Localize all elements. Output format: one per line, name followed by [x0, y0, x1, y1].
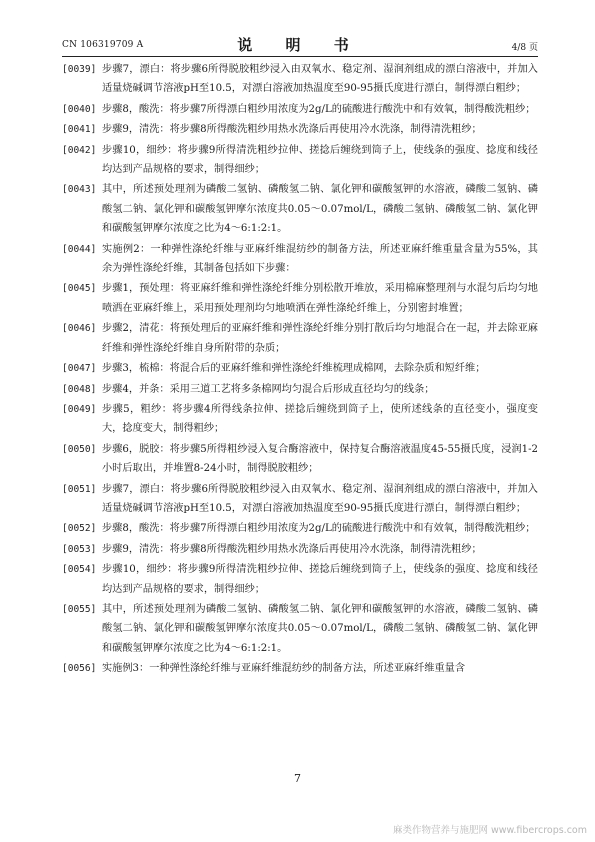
- paragraph-text: 步骤9，清洗：将步骤8所得酸洗粗纱用热水洗涤后再使用冷水洗涤，制得清洗粗纱；: [102, 543, 482, 555]
- watermark: 麻类作物营养与施肥网 www.fibercrops.com: [392, 825, 587, 836]
- paragraph: [62, 380, 538, 399]
- paragraph-text: 步骤2，清花：将预处理后的亚麻纤维和弹性涤纶纤维分别打散后均匀地混合在一起，并去除亚麻纤维和弹性涤纶纤维自身所附带的杂质；: [102, 323, 538, 354]
- paragraph-text: 步骤8，酸洗：将步骤7所得漂白粗纱用浓度为2g/L的硫酸进行酸洗中和有效氧，制得酸洗粗纱；: [102, 103, 536, 115]
- header-rule: [62, 56, 538, 57]
- publication-number: CN 106319709 A: [62, 40, 144, 50]
- paragraph: [62, 600, 538, 658]
- page-number: 7: [294, 772, 301, 785]
- paragraph-number: [0049]: [62, 403, 97, 415]
- paragraph: [62, 560, 538, 599]
- paragraph-text: 步骤7，漂白：将步骤6所得脱胶粗纱浸入由双氧水、稳定剂、湿润剂组成的漂白溶液中，并加入适量烧碱调节溶液pH至10.5，对漂白溶液加热温度至90-95摄氏度进行漂白，制得漂白粗纱；: [102, 483, 538, 514]
- paragraph-text: 步骤9，清洗：将步骤8所得酸洗粗纱用热水洗涤后再使用冷水洗涤，制得清洗粗纱；: [102, 124, 482, 136]
- paragraph: [62, 180, 538, 238]
- paragraph-number: [0047]: [62, 363, 97, 375]
- paragraph: [62, 400, 538, 439]
- paragraph-number: [0043]: [62, 184, 97, 196]
- paragraph: [62, 100, 538, 119]
- paragraph-text: 其中，所述预处理剂为磷酸二氢钠、磷酸氢二钠、氯化钾和碳酸氢钾的水溶液，磷酸二氢钠、磷酸氢二钠、氯化钾和碳酸氢钾摩尔浓度共0.05～0.07mol/L，磷酸二氢钠、磷酸氢二钠、氯化钾和碳酸氢钾摩尔浓度之比为4～6:1:2:1。: [102, 603, 538, 654]
- paragraph: [62, 659, 538, 678]
- paragraph: [62, 60, 538, 99]
- paragraph-text: 步骤1，预处理：将亚麻纤维和弹性涤纶纤维分别松散开堆放，采用棉麻整理剂与水混匀后均匀地喷洒在亚麻纤维上，采用预处理剂均匀地喷洒在弹性涤纶纤维上，分别密封堆置；: [102, 283, 538, 314]
- document-body: [62, 60, 538, 680]
- paragraph: [62, 319, 538, 358]
- paragraph-number: [0055]: [62, 603, 97, 615]
- paragraph-number: [0040]: [62, 103, 97, 115]
- paragraph-text: 实施例3：一种弹性涤纶纤维与亚麻纤维混纺纱的制备方法，所述亚麻纤维重量含: [102, 663, 466, 675]
- paragraph-text: 步骤3，梳棉：将混合后的亚麻纤维和弹性涤纶纤维梳理成棉网，去除杂质和短纤维；: [102, 363, 486, 375]
- paragraph: [62, 240, 538, 279]
- paragraph-number: [0050]: [62, 443, 97, 455]
- paragraph-text: 步骤10，细纱：将步骤9所得清洗粗纱拉伸、搓捻后缠绕到筒子上，使线条的强度、捻度和线径均达到产品规格的要求，制得细纱；: [102, 564, 538, 595]
- paragraph-number: [0042]: [62, 144, 97, 156]
- paragraph-number: [0056]: [62, 663, 97, 675]
- paragraph: [62, 120, 538, 139]
- paragraph: [62, 540, 538, 559]
- paragraph-text: 步骤6，脱胶：将步骤5所得粗纱浸入复合酶溶液中，保持复合酶溶液温度45-55摄氏度，浸润1-2小时后取出，并堆置8-24小时，制得脱胶粗纱；: [102, 443, 538, 475]
- page-header: [62, 32, 538, 54]
- paragraph-number: [0054]: [62, 564, 97, 576]
- paragraph-text: 步骤7，漂白：将步骤6所得脱胶粗纱浸入由双氧水、稳定剂、湿润剂组成的漂白溶液中，并加入适量烧碱调节溶液pH至10.5，对漂白溶液加热温度至90-95摄氏度进行漂白，制得漂白粗纱；: [102, 64, 538, 95]
- paragraph-number: [0045]: [62, 283, 97, 295]
- paragraph-text: 步骤8，酸洗：将步骤7所得漂白粗纱用浓度为2g/L的硫酸进行酸洗中和有效氧，制得酸洗粗纱；: [102, 523, 536, 535]
- paragraph-number: [0046]: [62, 323, 97, 335]
- paragraph-number: [0041]: [62, 124, 97, 136]
- document-title: 说 明 书: [237, 36, 363, 54]
- paragraph-text: 步骤4，并条：采用三道工艺将多条棉网均匀混合后形成直径均匀的线条；: [102, 383, 435, 395]
- paragraph: [62, 440, 538, 479]
- paragraph: [62, 141, 538, 180]
- paragraph-number: [0048]: [62, 383, 97, 395]
- paragraph-number: [0039]: [62, 64, 97, 75]
- paragraph: [62, 279, 538, 318]
- paragraph: [62, 519, 538, 538]
- paragraph-number: [0051]: [62, 483, 97, 495]
- paragraph-number: [0052]: [62, 523, 97, 535]
- paragraph-number: [0053]: [62, 543, 97, 555]
- page-info: 4/8 页: [511, 43, 538, 53]
- paragraph: [62, 480, 538, 519]
- paragraph-text: 实施例2：一种弹性涤纶纤维与亚麻纤维混纺纱的制备方法，所述亚麻纤维重量含量为55%，其余为弹性涤纶纤维，其制备包括如下步骤：: [102, 243, 538, 275]
- paragraph-number: [0044]: [62, 243, 97, 255]
- paragraph: [62, 359, 538, 378]
- paragraph-text: 步骤5，粗纱：将步骤4所得线条拉伸、搓捻后缠绕到筒子上，使所述线条的直径变小，强度变大，捻度变大，制得粗纱；: [102, 403, 538, 435]
- paragraph-text: 其中，所述预处理剂为磷酸二氢钠、磷酸氢二钠、氯化钾和碳酸氢钾的水溶液，磷酸二氢钠、磷酸氢二钠、氯化钾和碳酸氢钾摩尔浓度共0.05～0.07mol/L，磷酸二氢钠、磷酸氢二钠、氯化钾和碳酸氢钾摩尔浓度之比为4～6:1:2:1。: [102, 184, 538, 235]
- paragraph-text: 步骤10，细纱：将步骤9所得清洗粗纱拉伸、搓捻后缠绕到筒子上，使线条的强度、捻度和线径均达到产品规格的要求，制得细纱；: [102, 144, 538, 176]
